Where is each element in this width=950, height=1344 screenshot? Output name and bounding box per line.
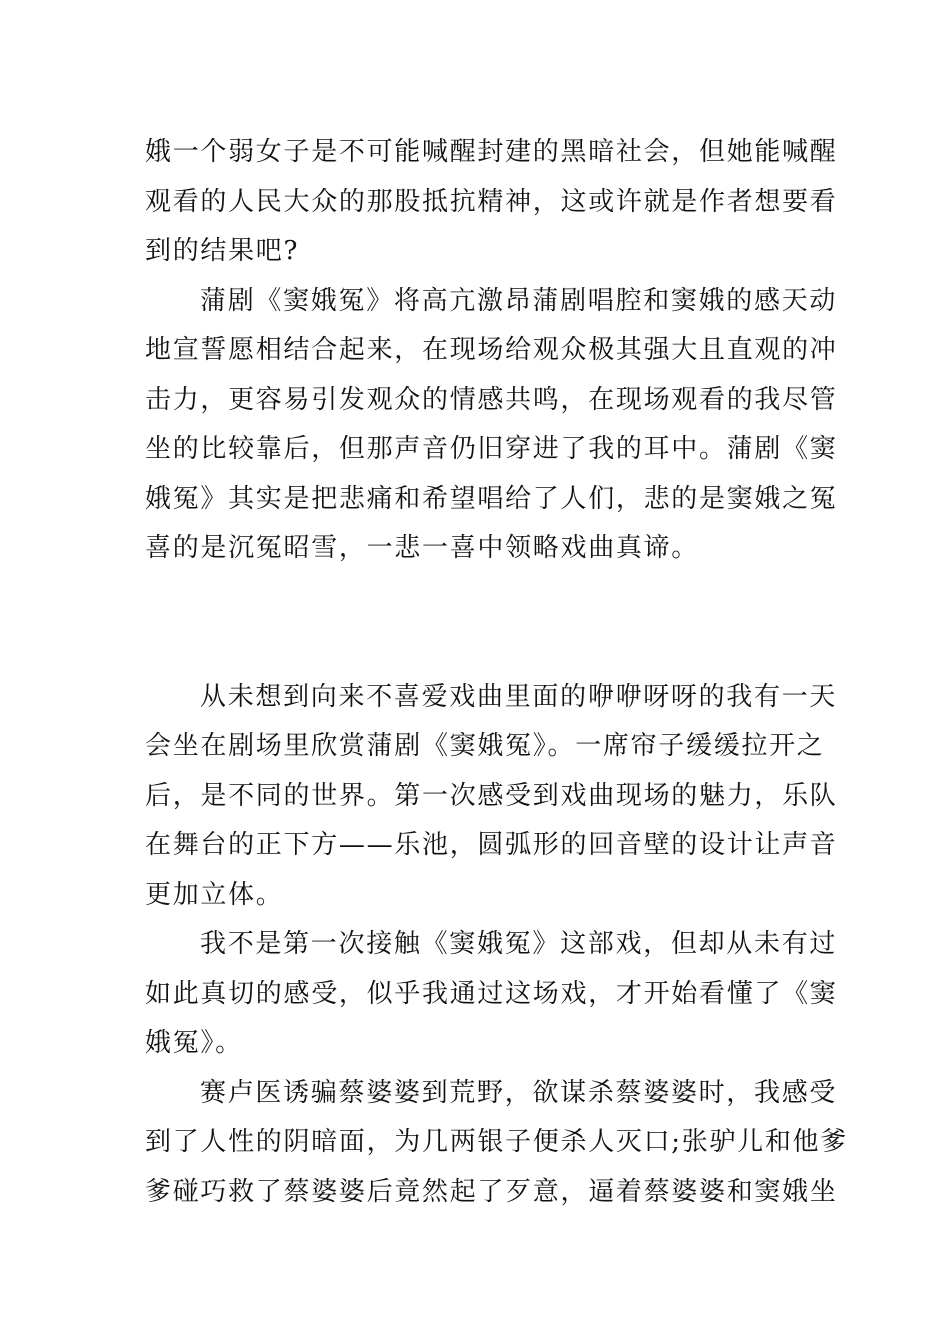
- document-body: [145, 128, 848, 1217]
- text-block-2: [145, 673, 848, 1218]
- text-line: 在舞台的正下方——乐池，圆弧形的回音壁的设计让声音: [145, 830, 838, 860]
- text-line: 蒲剧《窦娥冤》将高亢激昂蒲剧唱腔和窦娥的感天动: [200, 285, 838, 316]
- text-line: 会坐在剧场里欣赏蒲剧《窦娥冤》。一席帘子缓缓拉开之: [145, 731, 825, 761]
- text-line: 如此真切的感受，似乎我通过这场戏，才开始看懂了《窦: [145, 978, 838, 1009]
- text-line: 娥一个弱女子是不可能喊醒封建的黑暗社会，但她能喊醒: [145, 137, 838, 167]
- text-block-1: [145, 128, 838, 574]
- text-line: 到的结果吧?: [145, 236, 300, 266]
- text-line: 地宣誓愿相结合起来，在现场给观众极其强大且直观的冲: [145, 335, 838, 365]
- text-line: 喜的是沉冤昭雪，一悲一喜中领略戏曲真谛。: [145, 533, 700, 563]
- text-line: 赛卢医诱骗蔡婆婆到荒野，欲谋杀蔡婆婆时，我感受: [200, 1077, 838, 1108]
- text-line: 爹碰巧救了蔡婆婆后竟然起了歹意，逼着蔡婆婆和窦娥坐: [145, 1176, 838, 1207]
- text-line: 从未想到向来不喜爱戏曲里面的咿咿呀呀的我有一天: [200, 681, 838, 712]
- text-line: 到了人性的阴暗面，为几两银子便杀人灭口;张驴儿和他爹: [145, 1127, 848, 1157]
- text-line: 我不是第一次接触《窦娥冤》这部戏，但却从未有过: [200, 929, 838, 959]
- text-line: 观看的人民大众的那股抵抗精神，这或许就是作者想要看: [145, 186, 838, 217]
- text-line: 更加立体。: [145, 879, 284, 910]
- text-line: 坐的比较靠后，但那声音仍旧穿进了我的耳中。蒲剧《窦: [145, 434, 838, 464]
- text-line: 击力，更容易引发观众的情感共鸣，在现场观看的我尽管: [145, 384, 838, 415]
- text-line: 后，是不同的世界。第一次感受到戏曲现场的魅力，乐队: [145, 780, 838, 811]
- section-gap: [145, 574, 810, 673]
- text-line: 娥冤》。: [145, 1028, 243, 1058]
- text-line: 娥冤》其实是把悲痛和希望唱给了人们，悲的是窦娥之冤: [145, 483, 838, 514]
